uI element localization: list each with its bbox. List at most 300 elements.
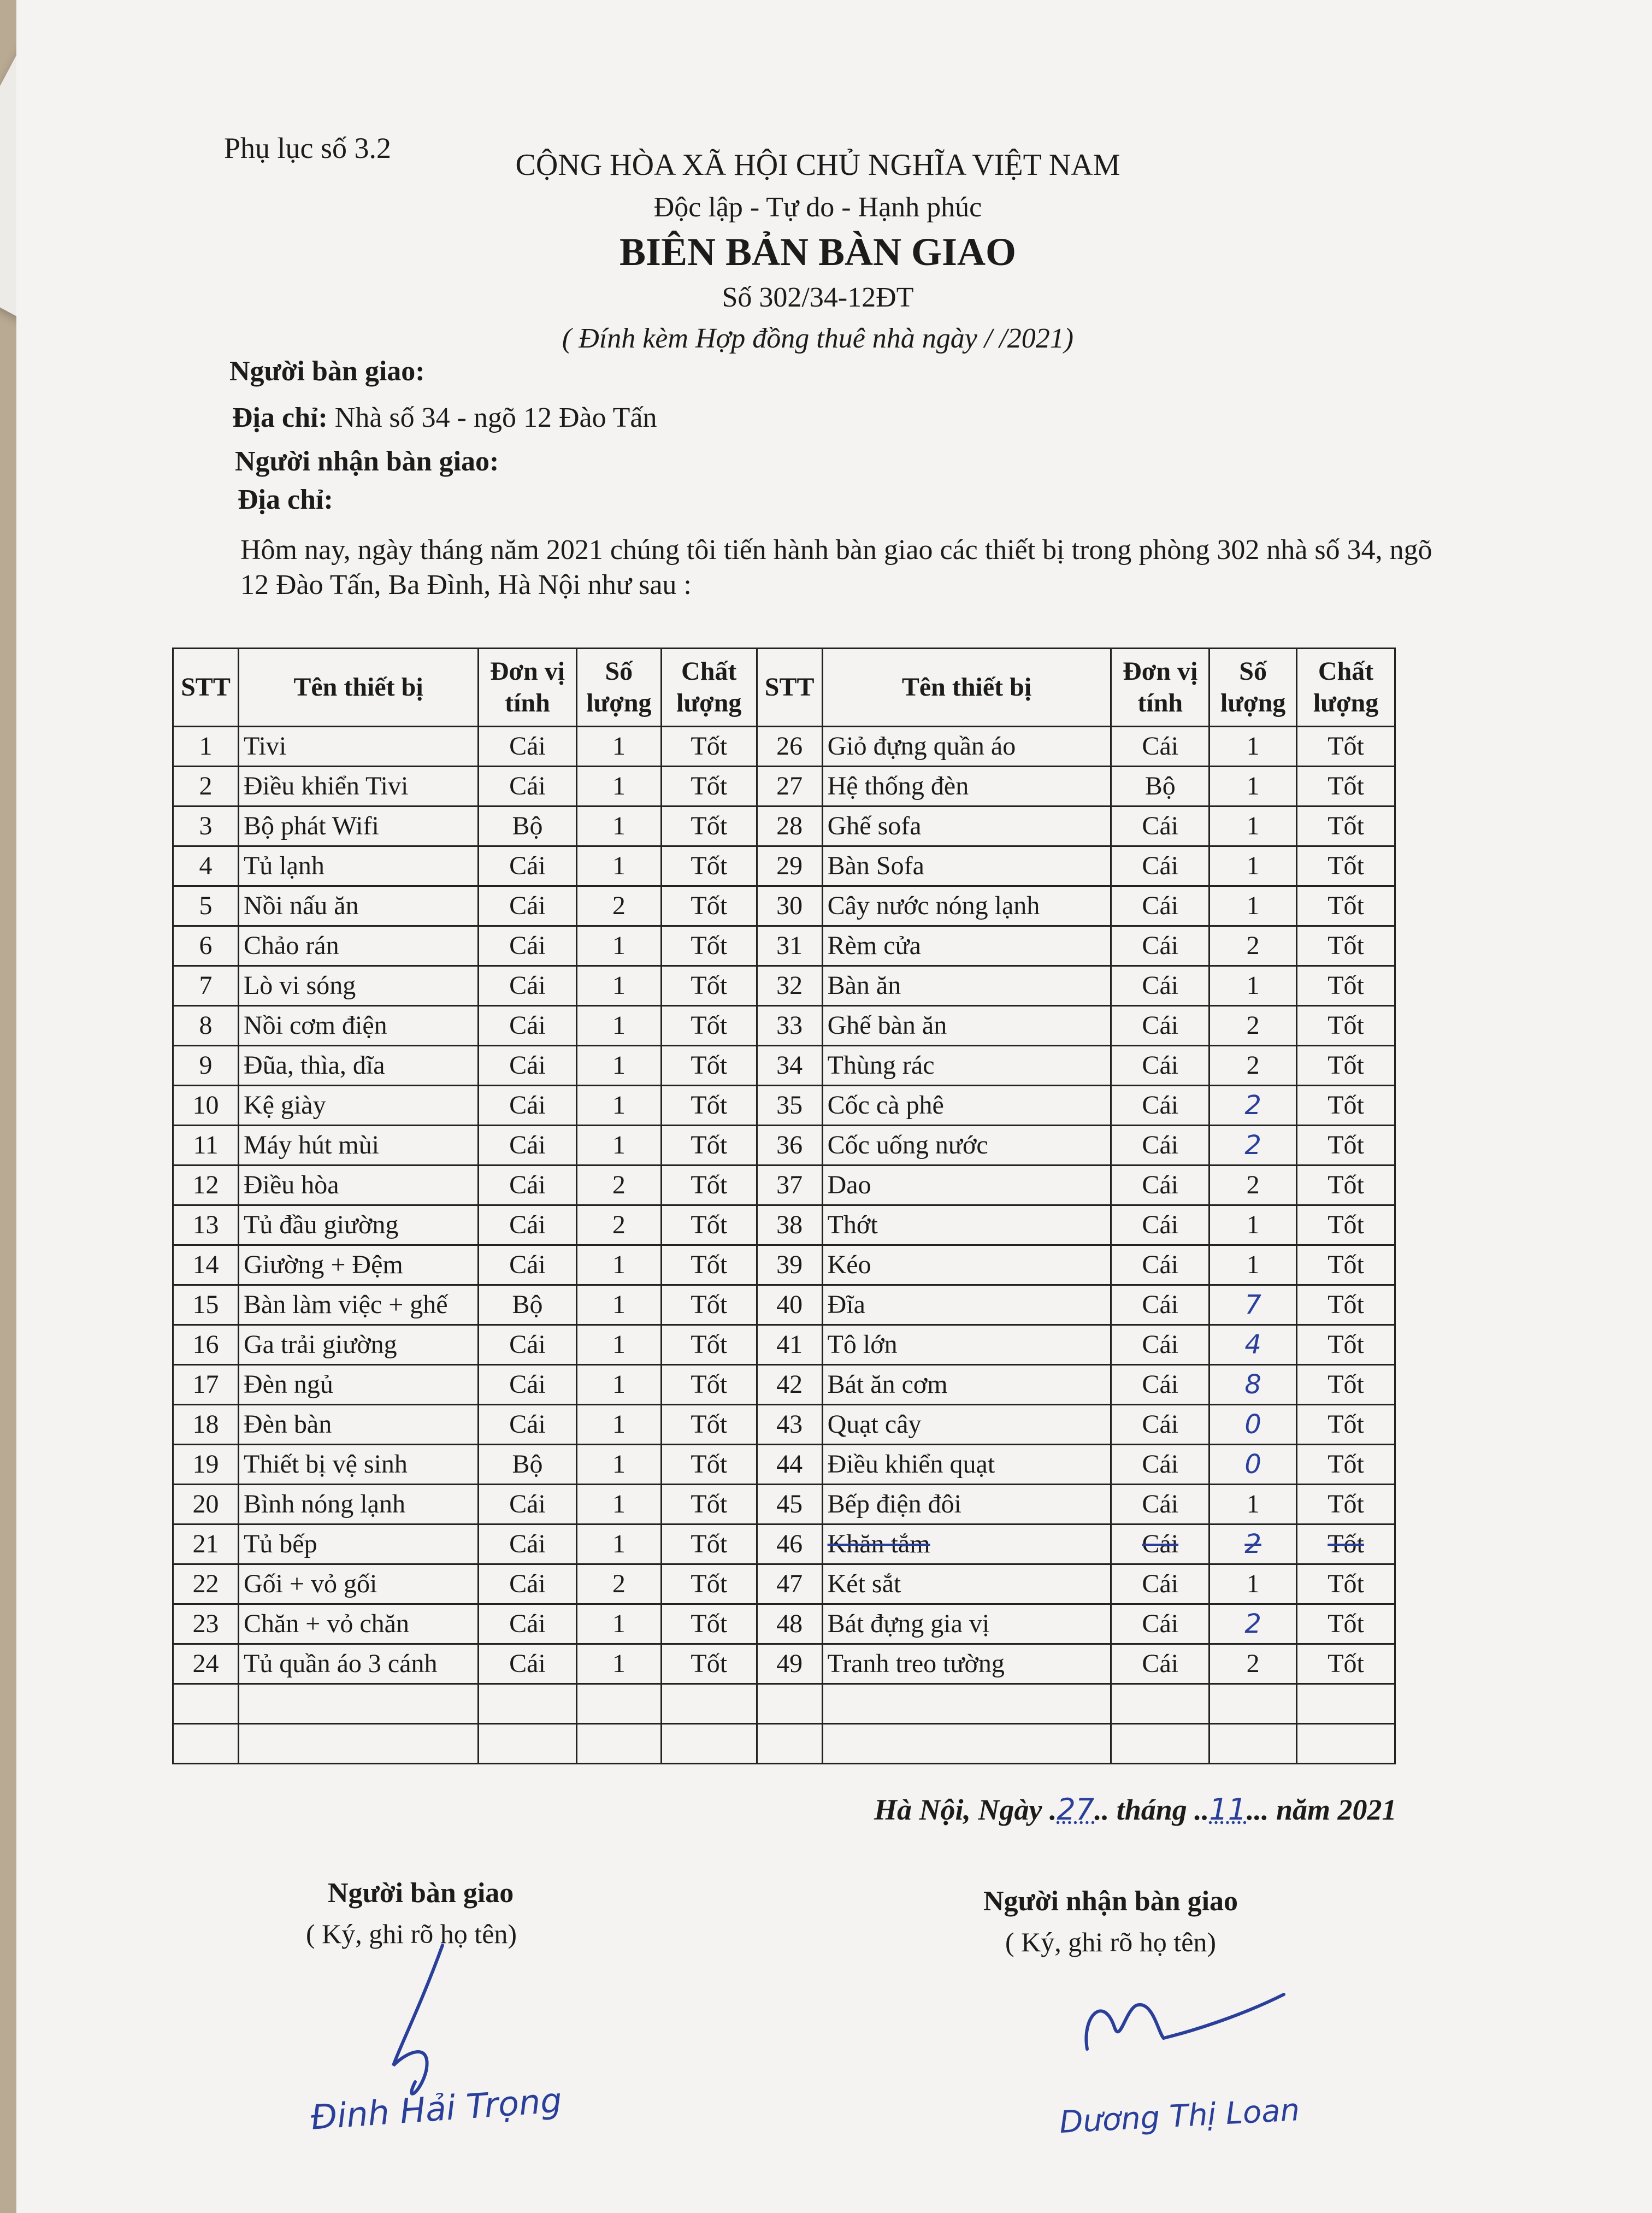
right-cell: 2 (1210, 1166, 1297, 1205)
table-row (173, 1285, 1395, 1325)
left-cell: 16 (173, 1325, 239, 1365)
left-cell: Tốt (661, 1445, 757, 1485)
left-cell: Tốt (661, 1485, 757, 1525)
right-cell: 32 (757, 966, 822, 1006)
right-cell: 7 (1210, 1285, 1297, 1325)
right-cell: Cái (1111, 886, 1210, 926)
right-cell: Tốt (1297, 886, 1395, 926)
table-row (173, 767, 1395, 807)
header-cell: Số lượng (576, 649, 661, 727)
left-cell: Cái (479, 846, 577, 886)
right-cell: 49 (757, 1644, 822, 1684)
left-cell: Tốt (661, 1126, 757, 1166)
annex-label: Phụ lục số 3.2 (224, 132, 392, 164)
right-cell: Tốt (1297, 767, 1395, 807)
right-cell: Cái (1111, 846, 1210, 886)
right-cell: 37 (757, 1166, 822, 1205)
left-cell: 12 (173, 1166, 239, 1205)
header-cell: STT (757, 649, 822, 727)
left-cell: Tủ đầu giường (238, 1205, 478, 1245)
document-number: Số 302/34-12ĐT (722, 282, 914, 313)
left-cell: Điều khiển Tivi (238, 767, 478, 807)
right-cell: 2 (1210, 1525, 1297, 1564)
nation-heading: CỘNG HÒA XÃ HỘI CHỦ NGHĨA VIỆT NAM (515, 148, 1120, 182)
header-cell: Đơn vị tính (479, 649, 577, 727)
left-cell: Chăn + vỏ chăn (238, 1604, 478, 1644)
left-cell: 1 (576, 1405, 661, 1445)
empty-cell (661, 1684, 757, 1724)
right-cell: Bát ăn cơm (822, 1365, 1111, 1405)
left-cell: Đèn bàn (238, 1405, 478, 1445)
right-cell: Cái (1111, 727, 1210, 767)
document-page (16, 0, 1652, 2213)
table-row (173, 846, 1395, 886)
right-cell: 28 (757, 807, 822, 846)
empty-cell (479, 1684, 577, 1724)
right-cell: Tranh treo tường (822, 1644, 1111, 1684)
right-cell: 1 (1210, 727, 1297, 767)
left-cell: 3 (173, 807, 239, 846)
right-cell: Cái (1111, 1525, 1210, 1564)
left-cell: Tốt (661, 886, 757, 926)
table-row (173, 1365, 1395, 1405)
right-cell: Tốt (1297, 966, 1395, 1006)
table-header-row (173, 649, 1395, 727)
left-cell: 1 (576, 1445, 661, 1485)
left-cell: Bộ phát Wifi (238, 807, 478, 846)
left-cell: Tủ quần áo 3 cánh (238, 1644, 478, 1684)
right-cell: Tốt (1297, 1604, 1395, 1644)
left-cell: Nồi cơm điện (238, 1006, 478, 1046)
left-cell: 7 (173, 966, 239, 1006)
left-cell: Tốt (661, 1325, 757, 1365)
table-row (173, 1445, 1395, 1485)
receiver-line (235, 445, 499, 478)
right-cell: Hệ thống đèn (822, 767, 1111, 807)
right-cell: 0 (1210, 1445, 1297, 1485)
giver-address-line (232, 402, 657, 434)
left-cell: 2 (576, 1564, 661, 1604)
left-cell: Cái (479, 886, 577, 926)
right-cell: 4 (1210, 1325, 1297, 1365)
left-cell: Tốt (661, 926, 757, 966)
left-cell: Cái (479, 1325, 577, 1365)
left-cell: Giường + Đệm (238, 1245, 478, 1285)
right-cell: Tốt (1297, 1564, 1395, 1604)
left-cell: 11 (173, 1126, 239, 1166)
left-cell: Tốt (661, 767, 757, 807)
right-cell: 42 (757, 1365, 822, 1405)
table-row (173, 1205, 1395, 1245)
left-cell: Cái (479, 966, 577, 1006)
right-cell: Cái (1111, 1166, 1210, 1205)
right-cell: Cốc cà phê (822, 1086, 1111, 1126)
left-cell: Cái (479, 1086, 577, 1126)
header-cell: Tên thiết bị (238, 649, 478, 727)
right-cell: 38 (757, 1205, 822, 1245)
right-cell: 1 (1210, 1205, 1297, 1245)
left-cell: 10 (173, 1086, 239, 1126)
left-cell: Cái (479, 1046, 577, 1086)
right-cell: Tốt (1297, 727, 1395, 767)
right-signer-role: Người nhận bàn giao (983, 1886, 1238, 1917)
right-cell: 2 (1210, 1006, 1297, 1046)
header-cell: Tên thiết bị (822, 649, 1111, 727)
right-cell: Tô lớn (822, 1325, 1111, 1365)
empty-cell (661, 1724, 757, 1764)
right-cell: Tốt (1297, 1285, 1395, 1325)
left-cell: 8 (173, 1006, 239, 1046)
right-cell: Cái (1111, 1285, 1210, 1325)
left-cell: Tốt (661, 1525, 757, 1564)
right-cell: Tốt (1297, 1405, 1395, 1445)
date-mid: .. tháng .. (1094, 1793, 1210, 1826)
document-title: BIÊN BẢN BÀN GIAO (619, 230, 1017, 274)
left-signer-role: Người bàn giao (328, 1877, 514, 1909)
right-cell: 33 (757, 1006, 822, 1046)
left-cell: Chảo rán (238, 926, 478, 966)
right-cell: Tốt (1297, 1445, 1395, 1485)
right-cell: Cái (1111, 1126, 1210, 1166)
right-cell: Tốt (1297, 1525, 1395, 1564)
left-cell: Tốt (661, 727, 757, 767)
left-cell: Điều hòa (238, 1166, 478, 1205)
left-cell: Cái (479, 1604, 577, 1644)
right-cell: Khăn tắm (822, 1525, 1111, 1564)
date-month: 11 (1209, 1792, 1247, 1827)
left-cell: 20 (173, 1485, 239, 1525)
left-signer-note: ( Ký, ghi rõ họ tên) (306, 1918, 517, 1949)
right-cell: 45 (757, 1485, 822, 1525)
date-prefix: Hà Nội, Ngày . (874, 1793, 1057, 1826)
left-cell: Tốt (661, 966, 757, 1006)
left-cell: 2 (576, 886, 661, 926)
right-cell: Cái (1111, 1644, 1210, 1684)
left-cell: Tốt (661, 1245, 757, 1285)
empty-cell (1210, 1684, 1297, 1724)
left-cell: 1 (576, 1086, 661, 1126)
left-cell: Bộ (479, 807, 577, 846)
right-cell: Tốt (1297, 1006, 1395, 1046)
left-cell: Tốt (661, 846, 757, 886)
table-row (173, 966, 1395, 1006)
left-cell: Kệ giày (238, 1086, 478, 1126)
right-cell: 30 (757, 886, 822, 926)
right-cell: 35 (757, 1086, 822, 1126)
left-cell: 1 (576, 1644, 661, 1684)
right-cell: 2 (1210, 1644, 1297, 1684)
right-cell: Tốt (1297, 1205, 1395, 1245)
right-cell: 2 (1210, 1086, 1297, 1126)
left-cell: Tốt (661, 1405, 757, 1445)
right-signature-name: Dương Thị Loan (1058, 2092, 1301, 2141)
left-cell: 1 (576, 1325, 661, 1365)
table-row (173, 1325, 1395, 1365)
right-cell: Cái (1111, 1405, 1210, 1445)
right-cell: Đĩa (822, 1285, 1111, 1325)
right-cell: Tốt (1297, 1644, 1395, 1684)
giver-line (229, 355, 425, 387)
right-cell: 48 (757, 1604, 822, 1644)
left-cell: Tủ bếp (238, 1525, 478, 1564)
left-cell: 9 (173, 1046, 239, 1086)
empty-cell (576, 1684, 661, 1724)
right-cell: Cái (1111, 1325, 1210, 1365)
left-cell: 1 (576, 1525, 661, 1564)
right-cell: 1 (1210, 807, 1297, 846)
left-cell: 15 (173, 1285, 239, 1325)
left-cell: 4 (173, 846, 239, 886)
left-cell: Cái (479, 727, 577, 767)
right-cell: Cái (1111, 1485, 1210, 1525)
left-cell: Bàn làm việc + ghế (238, 1285, 478, 1325)
left-cell: Tốt (661, 1365, 757, 1405)
receiver-address-line (238, 484, 333, 516)
left-cell: Nồi nấu ăn (238, 886, 478, 926)
equipment-table (172, 648, 1396, 1764)
giver-address: Nhà số 34 - ngõ 12 Đào Tấn (334, 402, 657, 433)
header-cell: Chất lượng (661, 649, 757, 727)
left-cell: Bộ (479, 1445, 577, 1485)
motto: Độc lập - Tự do - Hạnh phúc (653, 192, 982, 223)
left-cell: Cái (479, 1126, 577, 1166)
right-cell: 34 (757, 1046, 822, 1086)
left-cell: Đũa, thìa, dĩa (238, 1046, 478, 1086)
table-body (173, 727, 1395, 1764)
left-cell: 5 (173, 886, 239, 926)
right-signature (1043, 1962, 1382, 2169)
date-day: 27 (1057, 1792, 1095, 1827)
left-cell: 21 (173, 1525, 239, 1564)
left-cell: Cái (479, 1644, 577, 1684)
left-cell: 1 (576, 1006, 661, 1046)
empty-cell (576, 1724, 661, 1764)
right-cell: 43 (757, 1405, 822, 1445)
right-cell: 27 (757, 767, 822, 807)
left-cell: Cái (479, 1166, 577, 1205)
table-row (173, 1485, 1395, 1525)
left-cell: 1 (576, 1126, 661, 1166)
right-cell: 47 (757, 1564, 822, 1604)
left-cell: 24 (173, 1644, 239, 1684)
left-cell: 1 (576, 767, 661, 807)
right-cell: Rèm cửa (822, 926, 1111, 966)
right-cell: Cái (1111, 1365, 1210, 1405)
header-cell: Đơn vị tính (1111, 649, 1210, 727)
empty-cell (238, 1684, 478, 1724)
left-cell: Tốt (661, 1644, 757, 1684)
right-cell: Két sắt (822, 1564, 1111, 1604)
empty-cell (757, 1684, 822, 1724)
right-cell: Cây nước nóng lạnh (822, 886, 1111, 926)
table-row (173, 1644, 1395, 1684)
right-cell: Tốt (1297, 1365, 1395, 1405)
left-cell: Lò vi sóng (238, 966, 478, 1006)
right-cell: 1 (1210, 767, 1297, 807)
empty-cell (1297, 1724, 1395, 1764)
right-cell: Dao (822, 1166, 1111, 1205)
right-cell: Cái (1111, 1006, 1210, 1046)
left-cell: 19 (173, 1445, 239, 1485)
intro-paragraph: Hôm nay, ngày tháng năm 2021 chúng tôi tiến hành bàn giao các thiết bị trong phòng 302 nhà số 34, ngõ 12 Đào Tấn, Ba Đình, Hà Nội như sau : (240, 534, 1432, 601)
left-cell: 1 (173, 727, 239, 767)
right-cell: Tốt (1297, 846, 1395, 886)
left-cell: Cái (479, 1525, 577, 1564)
right-cell: 29 (757, 846, 822, 886)
left-cell: Cái (479, 1245, 577, 1285)
left-cell: Bộ (479, 1285, 577, 1325)
right-cell: 41 (757, 1325, 822, 1365)
right-signer-note: ( Ký, ghi rõ họ tên) (1005, 1927, 1217, 1957)
right-cell: Tốt (1297, 1245, 1395, 1285)
left-cell: Tốt (661, 1086, 757, 1126)
right-cell: Bát đựng gia vị (822, 1604, 1111, 1644)
table-row (173, 886, 1395, 926)
empty-cell (173, 1724, 239, 1764)
right-cell: Tốt (1297, 1485, 1395, 1525)
right-cell: 8 (1210, 1365, 1297, 1405)
left-cell: Cái (479, 1405, 577, 1445)
right-cell: Bàn Sofa (822, 846, 1111, 886)
left-signature-name: Đinh Hải Trọng (309, 2080, 563, 2138)
right-cell: Tốt (1297, 926, 1395, 966)
right-cell: 26 (757, 727, 822, 767)
left-cell: 2 (576, 1205, 661, 1245)
empty-cell (238, 1724, 478, 1764)
left-cell: 1 (576, 966, 661, 1006)
left-cell: Cái (479, 1006, 577, 1046)
left-cell: Tốt (661, 1285, 757, 1325)
table-row (173, 1046, 1395, 1086)
left-cell: Cái (479, 1365, 577, 1405)
empty-cell (1111, 1684, 1210, 1724)
table-row (173, 1604, 1395, 1644)
right-cell: Cốc uống nước (822, 1126, 1111, 1166)
right-cell: 1 (1210, 1564, 1297, 1604)
left-cell: 1 (576, 1285, 661, 1325)
right-cell: Cái (1111, 1245, 1210, 1285)
right-cell: Cái (1111, 966, 1210, 1006)
left-cell: 1 (576, 1046, 661, 1086)
left-cell: Gối + vỏ gối (238, 1564, 478, 1604)
right-cell: 39 (757, 1245, 822, 1285)
right-cell: Điều khiển quạt (822, 1445, 1111, 1485)
right-cell: Tốt (1297, 1325, 1395, 1365)
left-cell: Bình nóng lạnh (238, 1485, 478, 1525)
empty-table-row (173, 1684, 1395, 1724)
right-cell: Ghế sofa (822, 807, 1111, 846)
right-cell: Bàn ăn (822, 966, 1111, 1006)
left-cell: 14 (173, 1245, 239, 1285)
right-cell: Tốt (1297, 1046, 1395, 1086)
right-cell: 36 (757, 1126, 822, 1166)
left-cell: 17 (173, 1365, 239, 1405)
left-cell: Tốt (661, 1205, 757, 1245)
right-cell: Tốt (1297, 1086, 1395, 1126)
right-cell: 1 (1210, 886, 1297, 926)
left-cell: 1 (576, 807, 661, 846)
date-line (874, 1792, 1397, 1827)
left-cell: Tốt (661, 1604, 757, 1644)
right-cell: 46 (757, 1525, 822, 1564)
left-cell: 23 (173, 1604, 239, 1644)
right-cell: Tốt (1297, 1166, 1395, 1205)
right-cell: Cái (1111, 1604, 1210, 1644)
right-cell: Cái (1111, 1564, 1210, 1604)
table-row (173, 1245, 1395, 1285)
empty-cell (1210, 1724, 1297, 1764)
table-row (173, 1405, 1395, 1445)
date-suffix: ... năm 2021 (1246, 1793, 1397, 1826)
left-cell: 1 (576, 1604, 661, 1644)
left-cell: 2 (173, 767, 239, 807)
left-cell: Ga trải giường (238, 1325, 478, 1365)
right-cell: Tốt (1297, 1126, 1395, 1166)
right-cell: Giỏ đựng quần áo (822, 727, 1111, 767)
right-cell: 1 (1210, 966, 1297, 1006)
table-row (173, 1006, 1395, 1046)
right-cell: 2 (1210, 926, 1297, 966)
right-cell: 2 (1210, 1046, 1297, 1086)
right-cell: 0 (1210, 1405, 1297, 1445)
right-cell: Cái (1111, 1046, 1210, 1086)
left-cell: Cái (479, 926, 577, 966)
left-cell: 1 (576, 846, 661, 886)
empty-cell (1111, 1724, 1210, 1764)
right-cell: 1 (1210, 1245, 1297, 1285)
giver-address-label: Địa chỉ: (232, 402, 328, 433)
left-cell: Tốt (661, 1564, 757, 1604)
attachment-note: ( Đính kèm Hợp đồng thuê nhà ngày / /2021) (562, 323, 1074, 354)
right-cell: 1 (1210, 1485, 1297, 1525)
right-cell: Cái (1111, 1086, 1210, 1126)
receiver-address-label: Địa chỉ: (238, 484, 333, 515)
right-cell: 2 (1210, 1604, 1297, 1644)
left-cell: Tốt (661, 1046, 757, 1086)
left-cell: Máy hút mùi (238, 1126, 478, 1166)
table-row (173, 1126, 1395, 1166)
left-cell: Cái (479, 1564, 577, 1604)
right-cell: Thùng rác (822, 1046, 1111, 1086)
giver-label: Người bàn giao: (229, 356, 425, 387)
empty-cell (757, 1724, 822, 1764)
left-cell: 22 (173, 1564, 239, 1604)
left-cell: Cái (479, 1485, 577, 1525)
right-cell: Ghế bàn ăn (822, 1006, 1111, 1046)
right-cell: Quạt cây (822, 1405, 1111, 1445)
left-signature (279, 1940, 617, 2158)
left-cell: Tivi (238, 727, 478, 767)
right-cell: Cái (1111, 926, 1210, 966)
left-cell: Thiết bị vệ sinh (238, 1445, 478, 1485)
left-cell: Cái (479, 767, 577, 807)
left-cell: 2 (576, 1166, 661, 1205)
table-row (173, 1166, 1395, 1205)
right-cell: 31 (757, 926, 822, 966)
right-cell: Cái (1111, 1205, 1210, 1245)
receiver-label: Người nhận bàn giao: (235, 446, 499, 477)
right-cell: Kéo (822, 1245, 1111, 1285)
left-cell: 6 (173, 926, 239, 966)
right-cell: Thớt (822, 1205, 1111, 1245)
left-cell: 18 (173, 1405, 239, 1445)
table-row (173, 1086, 1395, 1126)
left-cell: 1 (576, 1485, 661, 1525)
empty-cell (173, 1684, 239, 1724)
right-cell: Bộ (1111, 767, 1210, 807)
table-row (173, 1564, 1395, 1604)
empty-table-row (173, 1724, 1395, 1764)
